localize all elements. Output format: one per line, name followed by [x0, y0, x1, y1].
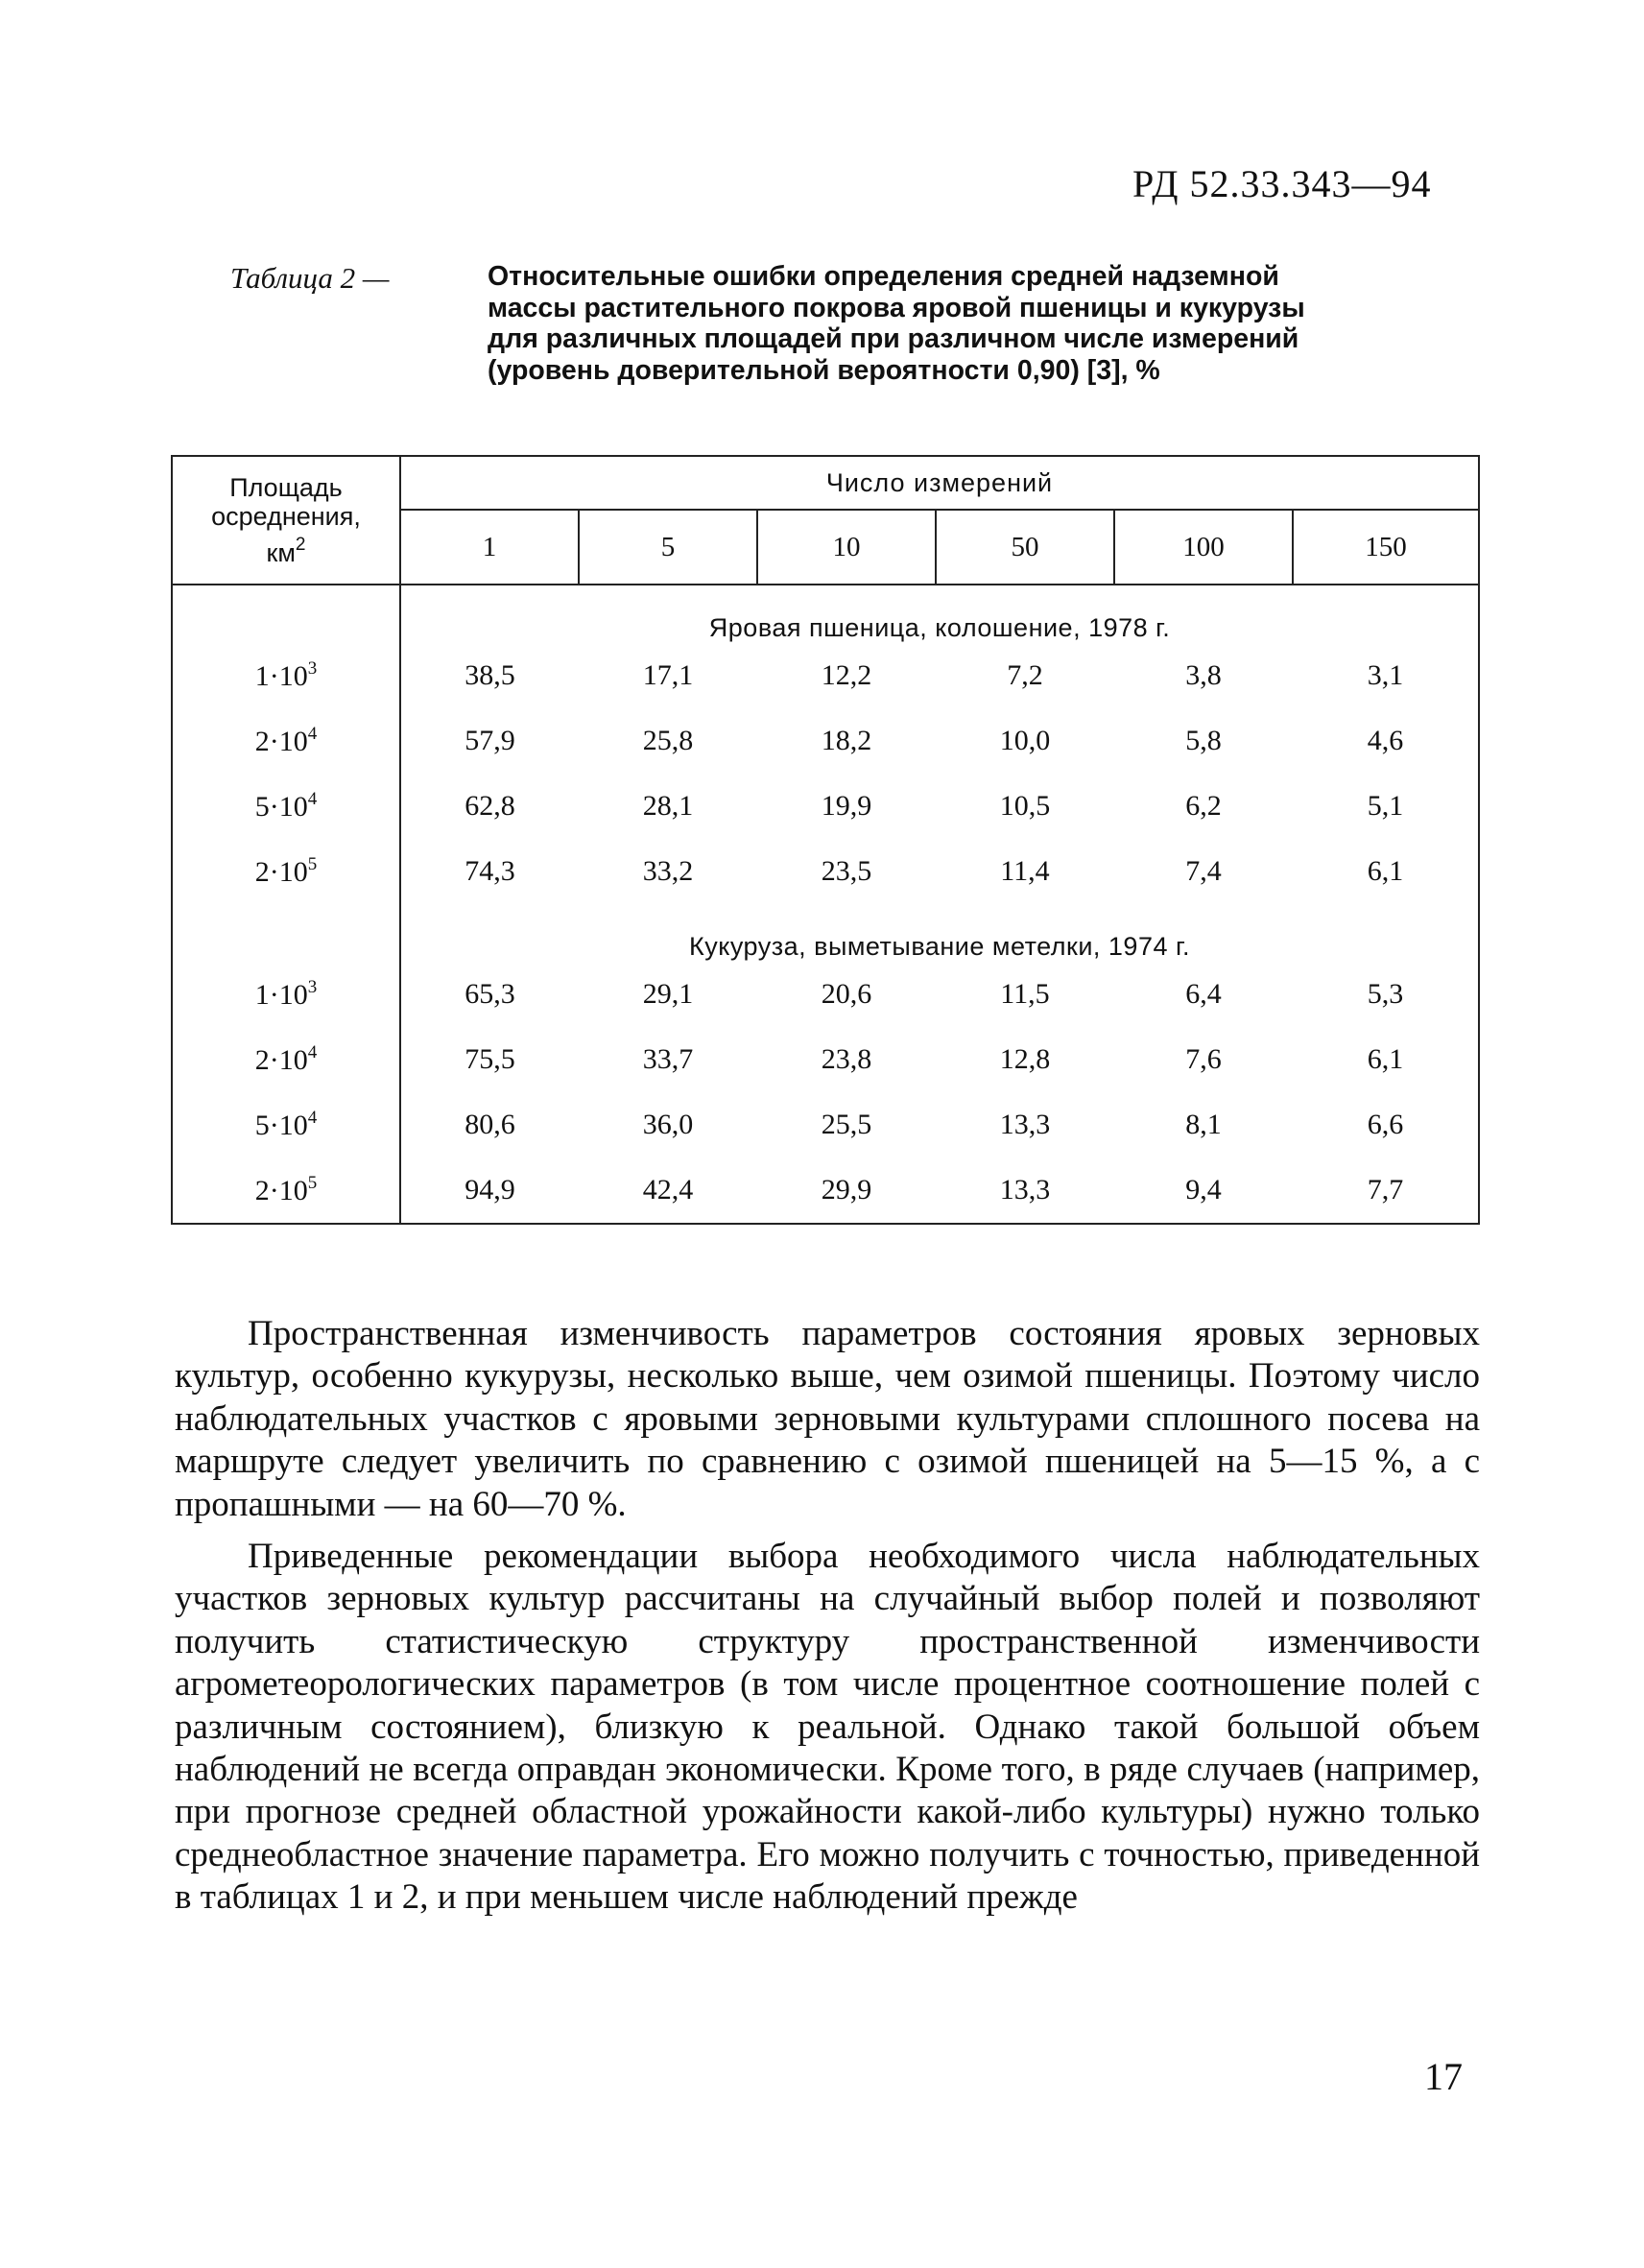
area-cell [172, 708, 400, 774]
value-cell: 25,8 [642, 725, 694, 756]
page-number: 17 [1424, 2055, 1463, 2098]
table-row [172, 1027, 1479, 1092]
area-base: 2·10 [254, 856, 308, 888]
value-cell: 23,5 [821, 855, 872, 887]
value-cell: 7,7 [1293, 1158, 1479, 1224]
body-text [175, 1313, 1480, 1929]
value-cell: 6,2 [1185, 790, 1222, 822]
area-cell [172, 1158, 400, 1224]
section-title: Кукуруза, выметывание метелки, 1974 г. [400, 904, 1479, 962]
value-cell: 4,6 [1293, 708, 1479, 774]
value-cell: 6,1 [1293, 839, 1479, 904]
column-header: 50 [936, 510, 1114, 585]
value-cell: 20,6 [821, 978, 872, 1010]
value-cell: 19,9 [821, 790, 872, 822]
column-header: 1 [400, 510, 579, 585]
measurements-group-header: Число измерений [400, 456, 1479, 510]
area-exponent: 3 [307, 658, 318, 679]
area-base: 1·10 [254, 660, 308, 692]
value-cell: 6,4 [1185, 978, 1222, 1010]
value-cell: 5,8 [1185, 725, 1222, 756]
value-cell: 94,9 [400, 1158, 579, 1224]
value-cell: 80,6 [465, 1109, 515, 1140]
table-row [172, 839, 1479, 904]
value-cell: 25,5 [821, 1109, 872, 1140]
area-base: 1·10 [254, 979, 308, 1011]
table-row [172, 1158, 1479, 1224]
caption-text [488, 261, 1486, 386]
value-cell: 62,8 [465, 790, 515, 822]
column-header: 5 [579, 510, 757, 585]
section-row [172, 585, 1479, 643]
area-exponent: 5 [307, 854, 318, 874]
value-cell: 75,5 [465, 1043, 515, 1075]
value-cell: 29,9 [757, 1158, 936, 1224]
document-code: РД 52.33.343—94 [1132, 162, 1432, 205]
value-cell: 7,2 [1007, 659, 1043, 691]
value-cell: 9,4 [1114, 1158, 1293, 1224]
area-exponent: 5 [307, 1173, 318, 1193]
value-cell: 74,3 [465, 855, 515, 887]
value-cell: 29,1 [642, 978, 694, 1010]
area-exponent: 4 [307, 789, 318, 809]
value-cell: 38,5 [465, 659, 515, 691]
value-cell: 11,5 [1000, 978, 1050, 1010]
area-column-header: Площадь осреднения, $км^2$ [172, 456, 400, 585]
value-cell: 42,4 [579, 1158, 757, 1224]
section-title: Яровая пшеница, колошение, 1978 г. [400, 585, 1479, 643]
value-cell: 28,1 [642, 790, 694, 822]
area-exponent: 4 [307, 724, 318, 744]
paragraph: Приведенные рекомендации выбора необходимого числа наблюдательных участков зерновых культур рассчитаны на случайный выбор полей и позволяют получить статистическую структуру пространственной изменчивости агрометеорологических параметров (в том числе процентное соотношение полей с различным состоянием), близкую к реальной. Однако такой большой объем наблюдений не всегда оправдан экономически. Кроме того, в ряде случаев (например, при прогнозе средней областной урожайности какой-либо культуры) нужно только среднеобластное значение параметра. Его можно получить с точностью, приведенной в таблицах 1 и 2, и при меньшем числе наблюдений прежде [175, 1537, 1480, 1918]
data-table [171, 455, 1480, 1225]
area-exponent: 4 [307, 1042, 318, 1062]
column-header: 10 [757, 510, 936, 585]
area-cell-empty [172, 585, 400, 643]
column-header: 150 [1293, 510, 1479, 585]
section-row [172, 904, 1479, 962]
area-base: 5·10 [254, 1110, 308, 1141]
value-cell: 7,6 [1185, 1043, 1222, 1075]
value-cell: 7,4 [1185, 855, 1222, 887]
area-cell [172, 1027, 400, 1092]
value-cell: 13,3 [936, 1158, 1114, 1224]
caption-line: (уровень доверительной вероятности 0,90) [3], % [488, 354, 1160, 386]
paragraph: Пространственная изменчивость параметров состояния яровых зерновых культур, особенно кукурузы, несколько выше, чем озимой пшеницы. Поэтому число наблюдательных участков с яровыми зерновыми культурами сплошного посева на маршруте следует увеличить по сравнению с озимой пшеницей на 5—15 %, а с пропашными — на 60—70 %. [175, 1314, 1480, 1524]
value-cell: 10,0 [999, 725, 1051, 756]
area-cell [172, 774, 400, 839]
value-cell: 36,0 [642, 1109, 694, 1140]
area-base: 2·10 [254, 726, 308, 757]
value-cell: 11,4 [1000, 855, 1050, 887]
area-cell [172, 839, 400, 904]
value-cell: 13,3 [999, 1109, 1051, 1140]
caption-line: массы растительного покрова яровой пшеницы и кукурузы [488, 292, 1305, 323]
table-row [172, 774, 1479, 839]
table-row [172, 1092, 1479, 1158]
value-cell: 65,3 [465, 978, 515, 1010]
area-cell [172, 643, 400, 708]
value-cell: 17,1 [642, 659, 694, 691]
value-cell: 8,1 [1185, 1109, 1222, 1140]
value-cell: 6,6 [1293, 1092, 1479, 1158]
table-row [172, 962, 1479, 1027]
value-cell: 5,3 [1293, 962, 1479, 1027]
area-base: 2·10 [254, 1044, 308, 1076]
value-cell: 33,2 [642, 855, 694, 887]
caption-line: Относительные ошибки определения средней надземной [488, 261, 1279, 292]
value-cell: 3,8 [1185, 659, 1222, 691]
caption-lead: Таблица 2 — [230, 261, 390, 295]
area-base: 2·10 [254, 1175, 308, 1206]
value-cell: 57,9 [465, 725, 515, 756]
area-cell [172, 962, 400, 1027]
value-cell: 10,5 [999, 790, 1051, 822]
table-row [172, 708, 1479, 774]
table-row [172, 643, 1479, 708]
value-cell: 23,8 [821, 1043, 872, 1075]
area-base: 5·10 [254, 791, 308, 823]
value-cell: 3,1 [1293, 643, 1479, 708]
caption-line: для различных площадей при различном числе измерений [488, 323, 1299, 354]
value-cell: 18,2 [821, 725, 872, 756]
area-cell-empty [172, 904, 400, 962]
column-header: 100 [1114, 510, 1293, 585]
value-cell: 12,8 [999, 1043, 1051, 1075]
value-cell: 5,1 [1293, 774, 1479, 839]
area-exponent: 4 [307, 1108, 318, 1128]
value-cell: 12,2 [821, 659, 872, 691]
value-cell: 33,7 [642, 1043, 694, 1075]
area-cell [172, 1092, 400, 1158]
value-cell: 6,1 [1293, 1027, 1479, 1092]
area-exponent: 3 [307, 977, 318, 997]
